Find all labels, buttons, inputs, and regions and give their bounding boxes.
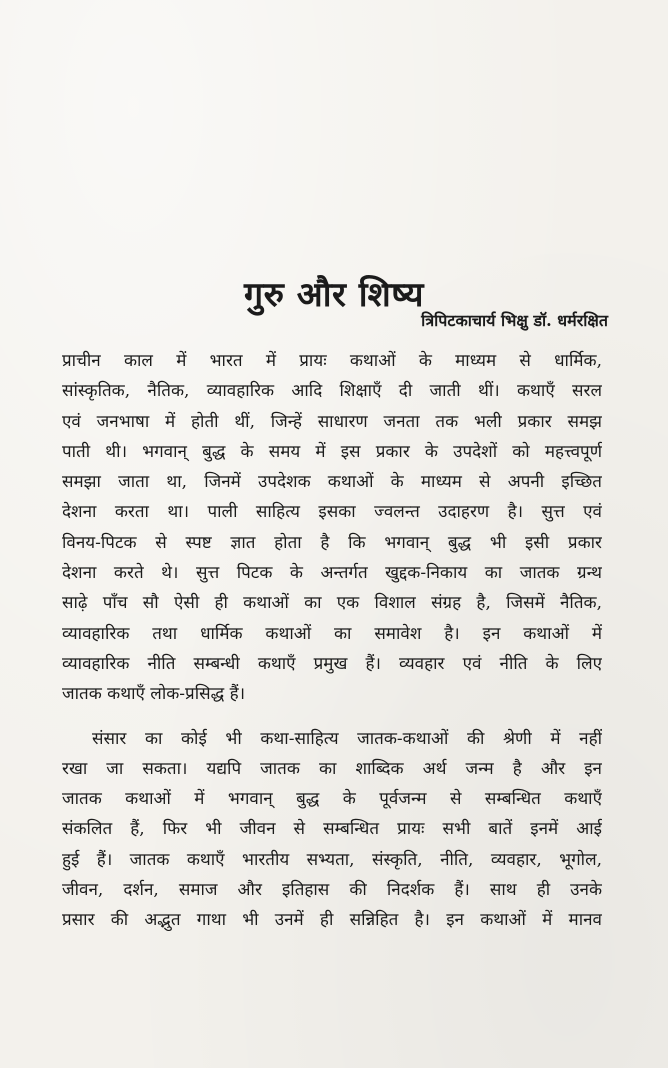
text-line: हुई हैं। जातक कथाएँ भारतीय सभ्यता, संस्कृति, नीति, व्यवहार, भूगोल,	[62, 849, 602, 870]
text-line: संकलित हैं, फिर भी जीवन से सम्बन्धित प्रायः सभी बातें इनमें आई	[62, 819, 602, 840]
text-line: प्राचीन काल में भारत में प्रायः कथाओं के माध्यम से धार्मिक,	[62, 351, 602, 371]
text-line: रखा जा सकता। यद्यपि जातक का शाब्दिक अर्थ जन्म है और इन	[62, 758, 602, 779]
text-line: व्यावहारिक तथा धार्मिक कथाओं का समावेश है। इन कथाओं में	[62, 623, 602, 644]
text-line: सांस्कृतिक, नैतिक, व्यावहारिक आदि शिक्षाएँ दी जाती थीं। कथाएँ सरल	[62, 381, 602, 402]
text-line: संसार का कोई भी कथा-साहित्य जातक-कथाओं की श्रेणी में नहीं	[92, 728, 602, 749]
text-line: व्यावहारिक नीति सम्बन्धी कथाएँ प्रमुख हैं। व्यवहार एवं नीति के लिए	[62, 653, 602, 674]
paragraph-1	[62, 346, 602, 710]
body-text	[62, 346, 602, 936]
text-line: प्रसार की अद्भुत गाथा भी उनमें ही सन्निहित है। इन कथाओं में मानव	[62, 910, 602, 931]
text-line: पाती थी। भगवान् बुद्ध के समय में इस प्रकार के उपदेशों को महत्त्वपूर्ण	[62, 441, 602, 462]
author-byline: त्रिपिटकाचार्य भिक्षु डॉ. धर्मरक्षित	[421, 311, 608, 330]
text-line: जातक कथाएँ लोक-प्रसिद्ध हैं।	[62, 684, 246, 705]
text-line: जातक कथाओं में भगवान् बुद्ध के पूर्वजन्म से सम्बन्धित कथाएँ	[62, 789, 602, 810]
text-line: देशना करते थे। सुत्त पिटक के अन्तर्गत खुद्दक-निकाय का जातक ग्रन्थ	[62, 563, 602, 584]
paragraph-2	[62, 724, 602, 936]
text-line: समझा जाता था, जिनमें उपदेशक कथाओं के माध्यम से अपनी इच्छित	[62, 472, 602, 493]
text-line: विनय-पिटक से स्पष्ट ज्ञात होता है कि भगवान् बुद्ध भी इसी प्रकार	[62, 532, 602, 553]
text-line: एवं जनभाषा में होती थीं, जिन्हें साधारण जनता तक भली प्रकार समझ	[62, 411, 602, 432]
text-line: साढ़े पाँच सौ ऐसी ही कथाओं का एक विशाल संग्रह है, जिसमें नैतिक,	[62, 593, 602, 614]
page-title: गुरु और शिष्य	[243, 274, 425, 315]
text-line: देशना करता था। पाली साहित्य इसका ज्वलन्त उदाहरण है। सुत्त एवं	[62, 502, 602, 523]
text-line: जीवन, दर्शन, समाज और इतिहास की निदर्शक हैं। साथ ही उनके	[62, 880, 602, 901]
